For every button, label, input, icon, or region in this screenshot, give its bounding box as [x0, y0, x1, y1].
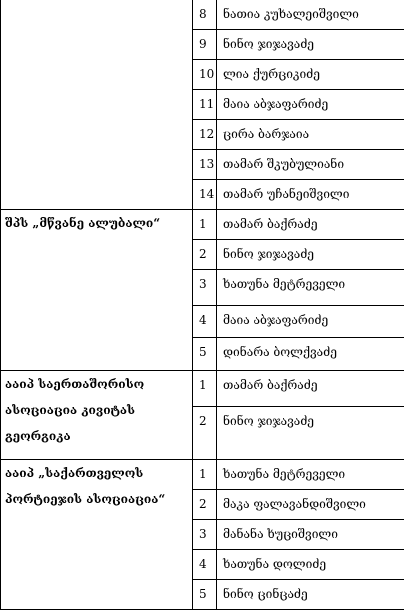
participant-name: ხათუნა მეტრეველი: [217, 460, 404, 490]
participant-name: ხათუნა დოლიძე: [217, 550, 404, 580]
row-number: 2: [193, 490, 217, 520]
row-number: 8: [193, 0, 217, 30]
row-number: 13: [193, 150, 217, 180]
row-number: 1: [193, 371, 217, 407]
row-number: 3: [193, 520, 217, 550]
participant-name: თამარ ბაქრაძე: [217, 371, 404, 407]
participant-name: ხათუნა მეტრეველი: [217, 270, 404, 306]
row-number: 1: [193, 460, 217, 490]
row-number: 12: [193, 120, 217, 150]
row-number: 11: [193, 90, 217, 120]
row-number: 4: [193, 306, 217, 338]
row-number: 10: [193, 60, 217, 90]
participant-name: თამარ უჩანეიშვილი: [217, 180, 404, 210]
participant-name: ნინო ცინცაძე: [217, 580, 404, 610]
participant-name: მაკა ფალავანდიშვილი: [217, 490, 404, 520]
table-body: [1, 0, 404, 610]
row-number: 3: [193, 270, 217, 306]
row-number: 5: [193, 580, 217, 610]
row-number: 14: [193, 180, 217, 210]
table-row: [1, 210, 404, 240]
table-row: [1, 371, 404, 407]
participant-name: ნინო ჯიჯავაძე: [217, 30, 404, 60]
row-number: 1: [193, 210, 217, 240]
organization-cell: ააიპ „საქართველოს პორტიეჯის ასოციაცია“: [1, 460, 193, 610]
participant-name: ნინო ჯიჯავაძე: [217, 240, 404, 270]
row-number: 5: [193, 338, 217, 371]
organization-cell: შპს „მწვანე ალუბალი“: [1, 210, 193, 371]
row-number: 4: [193, 550, 217, 580]
row-number: 2: [193, 407, 217, 460]
participant-name: ცირა ბარჯაია: [217, 120, 404, 150]
participant-name: თამარ შკუბულიანი: [217, 150, 404, 180]
participant-name: დინარა ბოლქვაძე: [217, 338, 404, 371]
row-number: 2: [193, 240, 217, 270]
table-row: [1, 460, 404, 490]
participant-name: ლია ქურციკიძე: [217, 60, 404, 90]
participant-name: მანანა ხუციშვილი: [217, 520, 404, 550]
row-number: 9: [193, 30, 217, 60]
participant-name: ნათია კუხალეიშვილი: [217, 0, 404, 30]
participant-name: მაია აბჯაფარიძე: [217, 90, 404, 120]
table-row: [1, 0, 404, 30]
organization-cell: ააიპ საერთაშორისო ასოციაცია კივიტას გეორგიკა: [1, 371, 193, 460]
participant-name: ნინო ჯიჯავაძე: [217, 407, 404, 460]
participant-name: თამარ ბაქრაძე: [217, 210, 404, 240]
participant-name: მაია აბჯაფარიძე: [217, 306, 404, 338]
organization-cell: [1, 0, 193, 210]
